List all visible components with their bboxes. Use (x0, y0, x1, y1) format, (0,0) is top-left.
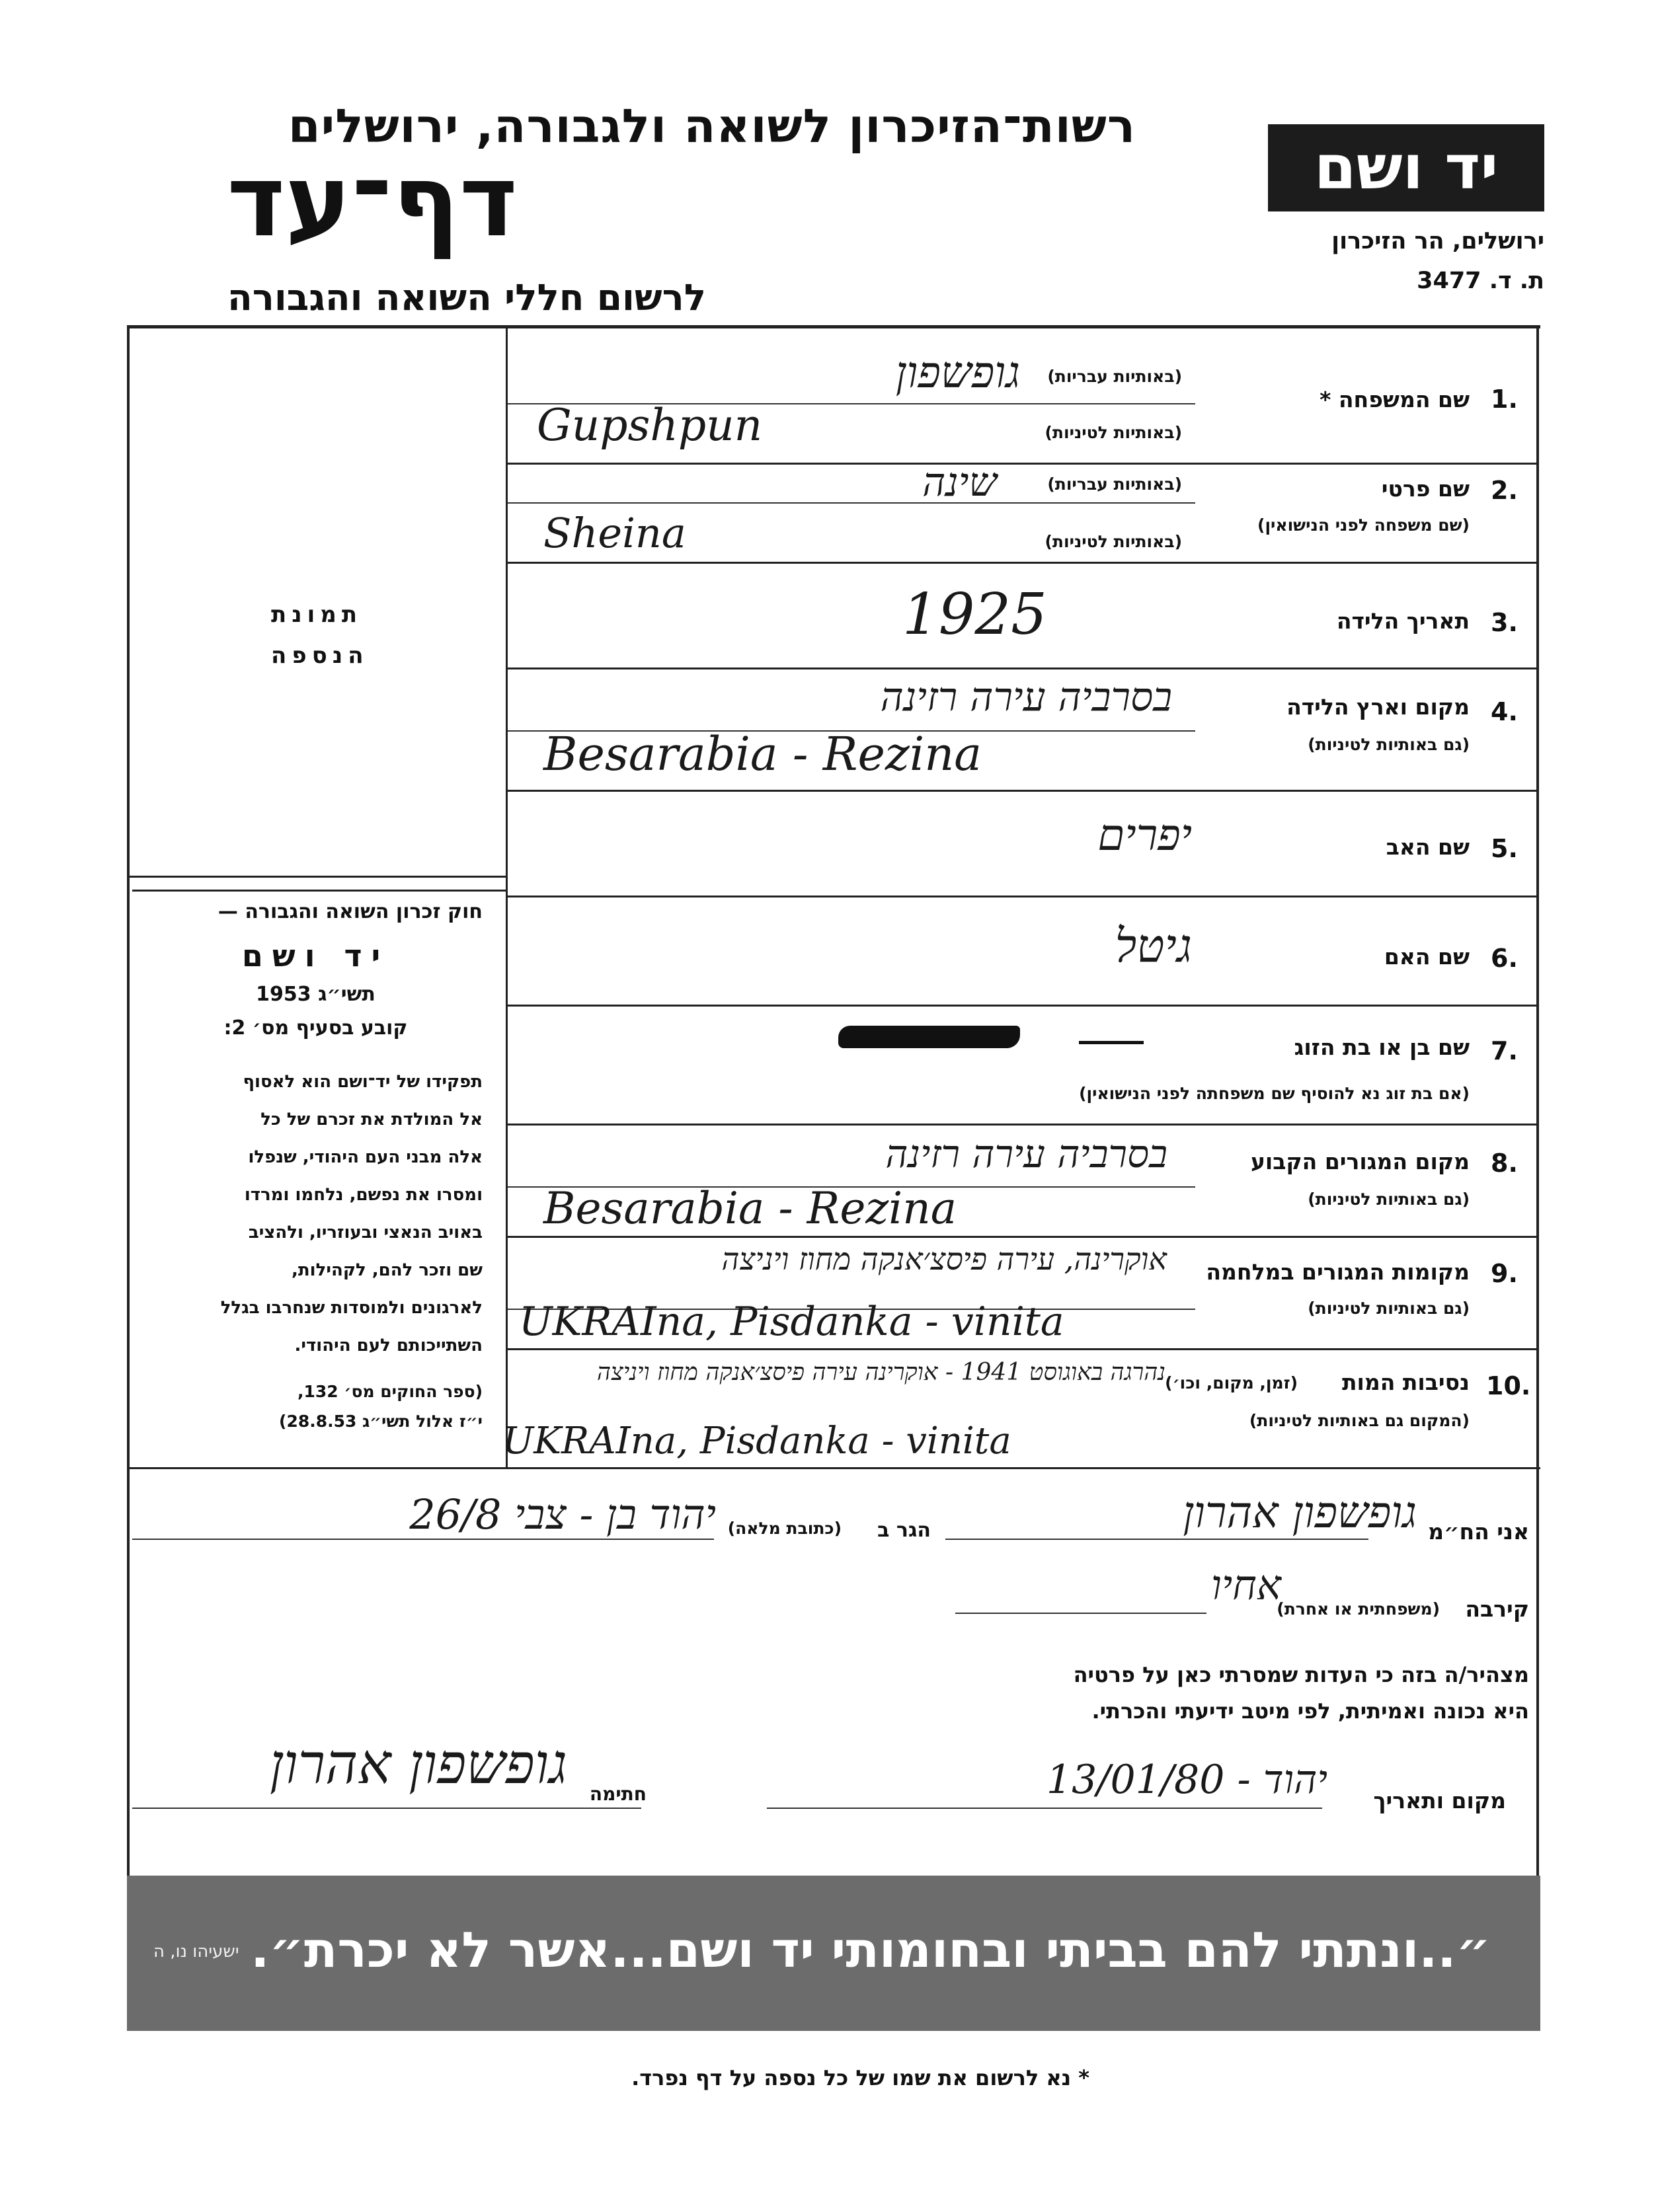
photo-label: תמונת (271, 601, 363, 628)
row-separator (506, 463, 1537, 465)
law-line: אלה מבני העם היהודי, שנפלו (248, 1147, 483, 1167)
first-name-hebrew[interactable]: שינה (922, 459, 997, 506)
declaration-statement: היא נכונה ואמיתית, לפי מיטב ידיעתי והכרתי. (1091, 1698, 1529, 1724)
family-name-hebrew[interactable]: גופשפון (895, 347, 1020, 398)
field-number: 9. (1491, 1259, 1518, 1288)
writing-line (767, 1808, 1322, 1809)
death-circumstances-hebrew[interactable]: נהרגה באוגוסט 1941 - אוקרינה עירה פיסצ׳אנקה מחוז ויניצה (596, 1359, 1165, 1386)
field-number: 7. (1491, 1036, 1518, 1065)
scribble-mark (838, 1026, 1020, 1048)
death-place-latin[interactable]: UKRAIna, Pisdanka - vinita (502, 1420, 1011, 1463)
law-clause: קובע בסעיף מס׳ 2: (223, 1016, 408, 1040)
address-value[interactable]: יהוד בן - צבי 26/8 (409, 1490, 716, 1539)
birth-place-hebrew[interactable]: בסרביה עירה רזינה (880, 674, 1172, 720)
field-number: 4. (1491, 697, 1518, 726)
field-number: 6. (1491, 944, 1518, 973)
row-separator (506, 667, 1537, 669)
field-label-birth-place: מקום וארץ הלידה (1286, 694, 1470, 720)
photo-label: הנספה (271, 642, 369, 669)
field-number: 10. (1486, 1371, 1531, 1400)
writing-line (132, 1539, 714, 1540)
writing-line (945, 1539, 1368, 1540)
dash-mark (1079, 1041, 1144, 1044)
relation-value[interactable]: אחיו (1210, 1561, 1281, 1609)
field-sub-label: (גם באותיות לטיניות) (1308, 735, 1470, 754)
top-rule (127, 325, 1540, 328)
field-label-note: (זמן, מקום, וכו׳) (1165, 1373, 1298, 1392)
law-line: שם וזכר להם, לקהילות, (292, 1260, 483, 1280)
signer-label: אני הח״מ (1428, 1519, 1529, 1545)
writing-line (508, 502, 1195, 504)
law-title: חוק זכרון השואה והגבורה — (217, 900, 483, 923)
writing-line (132, 1808, 641, 1809)
law-line: לארגונים ולמוסדות שנחרבו בגלל (220, 1298, 483, 1318)
wartime-residence-latin[interactable]: UKRAIna, Pisdanka - vinita (519, 1299, 1064, 1345)
field-number: 8. (1491, 1149, 1518, 1178)
relation-label: קירבה (1465, 1596, 1529, 1622)
field-sub-label: (המקום גם באותיות לטיניות) (1249, 1411, 1470, 1430)
field-sub-label: (גם באותיות לטיניות) (1308, 1190, 1470, 1209)
field-sub-label: (גם באותיות לטיניות) (1308, 1299, 1470, 1318)
birth-place-latin[interactable]: Besarabia - Rezina (543, 727, 982, 781)
residing-label: הגר ב (877, 1519, 931, 1542)
authority-name: רשות־הזיכרון לשואה ולגבורה, ירושלים (288, 99, 1136, 153)
field-label-spouse-name: שם בן או בת הזוג (1294, 1034, 1470, 1060)
signature-label: חתימה (589, 1783, 647, 1805)
row-separator (506, 1005, 1537, 1007)
family-name-latin[interactable]: Gupshpun (537, 400, 763, 451)
photo-box-bottom (127, 876, 506, 878)
law-name: יד ושם (241, 938, 390, 973)
field-number: 2. (1491, 476, 1518, 505)
latin-letters-hint: (באותיות לטיניות) (1045, 423, 1182, 442)
writing-line (955, 1613, 1206, 1614)
field-label-permanent-residence: מקום המגורים הקבוע (1250, 1149, 1470, 1174)
field-number: 1. (1491, 385, 1518, 414)
logo-text: יד ושם (1314, 132, 1499, 203)
field-sub-label: (אם בת זוג נא להוסיף שם משפחתה לפני הנישואין) (1079, 1084, 1470, 1103)
form-subtitle: לרשום חללי השואה והגבורה (227, 276, 706, 319)
declaration-separator (127, 1467, 1540, 1469)
law-box-top (132, 890, 506, 892)
field-label-mother-name: שם האם (1384, 944, 1470, 970)
field-label-first-name: שם פרטי (1381, 476, 1470, 502)
address: ירושלים, הר הזיכרון (1331, 228, 1544, 254)
row-separator (506, 562, 1537, 564)
birth-date-value[interactable]: 1925 (902, 582, 1047, 648)
form-title: דף־עד (227, 144, 518, 259)
law-year: תשי״ג 1953 (256, 983, 375, 1006)
law-line: השתייכותם לעם היהודי. (294, 1336, 483, 1355)
law-line: באויב הנאצי ובעוזריו, ולהציב (248, 1223, 483, 1242)
hebrew-letters-hint: (באותיות עבריות) (1047, 475, 1182, 494)
residence-hebrew[interactable]: בסרביה עירה רזינה (885, 1131, 1167, 1176)
po-box: ת. ד. 3477 (1417, 268, 1544, 294)
quote-banner (127, 1876, 1540, 2031)
field-label-father-name: שם האב (1386, 834, 1470, 860)
mother-name-value[interactable]: גיטל (1115, 919, 1192, 973)
banner-quote: ״..ונתתי להם בביתי ובחומותי יד ושם...אשר לא יכרת״. (251, 1922, 1491, 1979)
row-separator (506, 896, 1537, 897)
banner-source: ישעיהו נו, ה (153, 1942, 239, 1962)
field-sub-label: (שם משפחה לפני הנישואין) (1257, 515, 1470, 535)
field-number: 5. (1491, 834, 1518, 863)
signer-name-value[interactable]: גופשפון אהרון (1183, 1487, 1417, 1538)
law-line: ומסרו את נפשם, נלחמו ומרדו (244, 1185, 483, 1205)
field-label-birth-date: תאריך הלידה (1336, 608, 1470, 634)
residence-latin[interactable]: Besarabia - Rezina (543, 1183, 957, 1234)
law-date: י״ז אלול תשי״ג 28.8.53) (279, 1412, 483, 1431)
field-number: 3. (1491, 608, 1518, 637)
footnote: * נא לרשום את שמו של כל נספה על דף נפרד. (631, 2065, 1089, 2090)
address-hint: (כתובת מלאה) (727, 1519, 842, 1538)
row-separator (506, 1124, 1537, 1125)
row-separator (506, 790, 1537, 792)
law-source: (ספר החוקים מס׳ 132, (297, 1382, 483, 1401)
law-box (149, 900, 483, 1431)
relation-hint: (משפחתית או אחרת) (1277, 1599, 1440, 1619)
place-date-label: מקום ותאריך (1373, 1788, 1506, 1813)
law-body (149, 1063, 483, 1365)
latin-letters-hint: (באותיות לטיניות) (1045, 532, 1182, 551)
place-date-value[interactable]: יהוד - 13/01/80 (1046, 1757, 1327, 1803)
field-label-family-name: שם המשפחה * (1320, 387, 1470, 412)
field-label-wartime-residence: מקומות המגורים במלחמה (1206, 1259, 1470, 1285)
wartime-residence-hebrew[interactable]: אוקרינה, עירה פיסצ׳אנקה מחוז ויניצה (721, 1241, 1167, 1277)
declaration-statement: מצהיר/ה בזה כי העדות שמסרתי כאן על פרטיה (1073, 1662, 1529, 1687)
father-name-value[interactable]: יפרים (1097, 810, 1192, 860)
field-label-death-circumstances: נסיבות המות (1341, 1369, 1470, 1395)
yad-vashem-logo (1268, 124, 1544, 211)
row-separator (506, 1236, 1537, 1238)
row-separator (506, 1348, 1537, 1350)
law-line: אל המולדת את זכרם של כל (260, 1110, 483, 1129)
signature-value[interactable]: גופשפון אהרון (269, 1732, 567, 1796)
first-name-latin[interactable]: Sheina (543, 509, 686, 557)
hebrew-letters-hint: (באותיות עבריות) (1047, 367, 1182, 386)
law-line: תפקידו של יד־ושם הוא לאסוף (243, 1072, 483, 1092)
